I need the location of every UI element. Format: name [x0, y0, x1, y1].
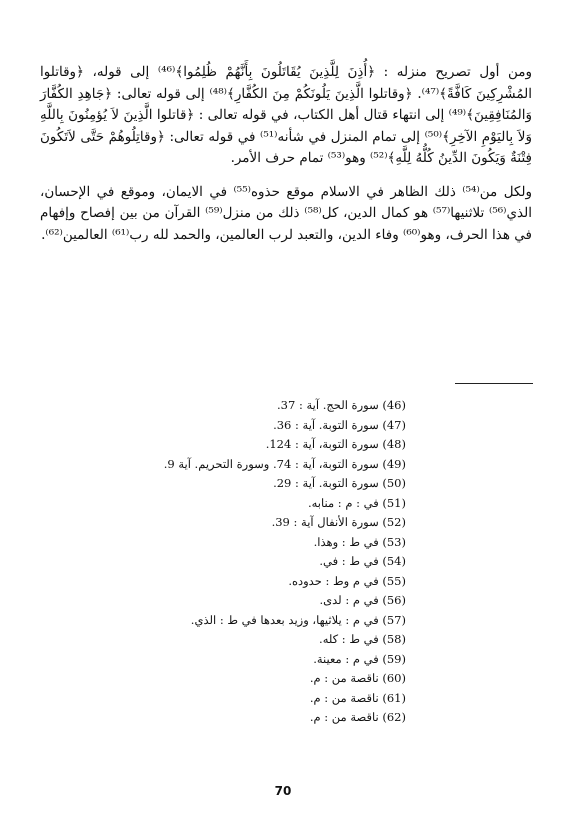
footnote-item: (52) سورة الأنفال آية : 39.	[271, 515, 406, 529]
footnote-item: (62) ناقصة من : م.	[309, 710, 406, 724]
paragraph-1: ومن أول تصريح منزله : ﴿أُذِنَ لِلَّذِينَ يُقَاتَلُونَ بِأَنَّهُمْ ظُلِمُوا﴾⁽⁴⁶⁾ إلى قوله، ﴿وقاتلوا المُشْرِكِينَ كَافَّةً﴾⁽⁴⁷⁾. ﴿وقاتلوا الَّذِينَ يَلُونَكُمْ مِنَ الكُفَّارِ﴾⁽⁴⁸⁾ إلى قوله تعالى: ﴿جَاهِدِ الكُفَّارَ وَالمُنَافِقِينَ﴾⁽⁴⁹⁾ إلى انتهاء قتال أهل الكتاب، في قوله تعالى : ﴿قاتلوا الَّذِينَ لاَ يُؤمِنُونَ بِاللَّهِ وَلاَ بِاليَوْمِ الآخِرِ﴾⁽⁵⁰⁾ إلى تمام المنزل في شأنه⁽⁵¹⁾ في قوله تعالى: ﴿وقاتِلُوهُمْ حَتَّى لاَتَكُونَ فِتْنَةٌ وَيَكُونَ الدِّينُ كُلُّهُ لِلَّهِ﴾⁽⁵²⁾ وهو⁽⁵³⁾ تمام حرف الأمر.	[40, 64, 532, 166]
footnotes-list	[76, 396, 406, 728]
footnote-item: (47) سورة التوبة. آية : 36.	[273, 417, 406, 432]
footnote-item: (58) في ط : كله.	[319, 632, 406, 646]
footnote-item: (55) في م وط : حدوده.	[288, 573, 406, 588]
footnote-item: (54) في ط : في.	[319, 554, 406, 568]
footnote-item: (57) في م : يلاثيها، وزيد بعدها في ط : الذي.	[190, 612, 406, 627]
footnote-separator	[455, 383, 533, 384]
footnote-item: (53) في ط : وهذا.	[313, 534, 406, 549]
footnote-item: (50) سورة التوبة. آية : 29.	[273, 476, 406, 490]
main-text	[40, 62, 532, 246]
footnote-item: (59) في م : معينة.	[313, 651, 406, 666]
footnote-item: (49) سورة التوبة، آية : 74. وسورة التحريم. آية 9.	[163, 456, 406, 471]
footnote-item: (46) سورة الحج. آية : 37.	[277, 398, 406, 412]
page-number: 70	[274, 784, 292, 798]
footnote-item: (60) ناقصة من : م.	[309, 671, 406, 685]
footnote-item: (61) ناقصة من : م.	[309, 690, 406, 705]
paragraph-2: ولكل من⁽⁵⁴⁾ ذلك الظاهر في الاسلام موقع حذوه⁽⁵⁵⁾ في الايمان، وموقع في الإحسان، الذي⁽⁵⁶⁾ تلاثنيها⁽⁵⁷⁾ هو كمال الدين، كل⁽⁵⁸⁾ ذلك من منزل⁽⁵⁹⁾ القرآن من بين إفصاح وإفهام في هذا الحرف، وهو⁽⁶⁰⁾ وفاء الدين، والتعبد لرب العالمين، والحمد لله رب⁽⁶¹⁾ العالمين⁽⁶²⁾.	[40, 183, 533, 243]
footnote-item: (48) سورة التوبة، آية : 124.	[265, 437, 406, 451]
footnote-item: (56) في م : لدى.	[319, 593, 406, 607]
footnote-item: (51) في : م : منابه.	[307, 495, 406, 510]
